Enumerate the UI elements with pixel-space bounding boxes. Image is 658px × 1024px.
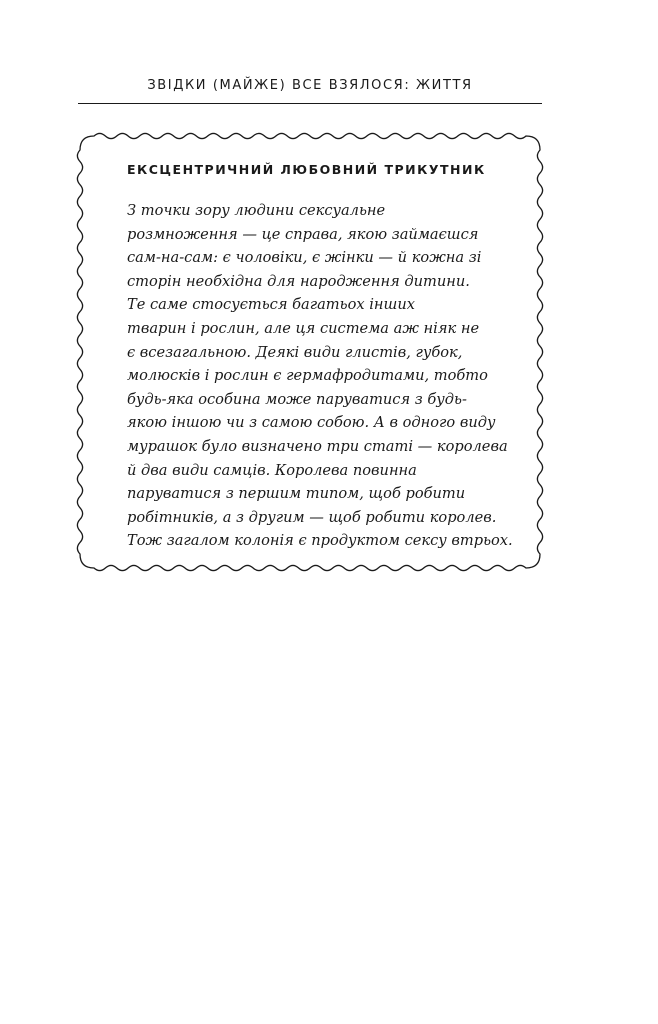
body-line: сторін необхідна для народження дитини. (127, 272, 470, 290)
body-line: сам-на-сам: є чоловіки, є жінки — й кожна зі (127, 249, 482, 267)
body-line: паруватися з першим типом, щоб робити (127, 485, 466, 503)
body-line: розмноження — це справа, якою займаєшся (127, 225, 479, 243)
body-line: мурашок було визначено три статі — королева (127, 437, 508, 455)
body-line: будь-яка особина може паруватися з будь- (127, 390, 467, 408)
body-line: є всезагальною. Деякі види глистів, губок, (127, 343, 463, 361)
body-line: тварин і рослин, але ця система аж ніяк не (127, 319, 480, 337)
body-line: й два види самців. Королева повинна (127, 461, 417, 479)
body-line: якою іншою чи з самою собою. А в одного виду (127, 414, 496, 432)
sidebar-title: ЕКСЦЕНТРИЧНИЙ ЛЮБОВНИЙ ТРИКУТНИК (127, 162, 486, 177)
header-rule (78, 103, 542, 104)
body-line: робітників, а з другим — щоб робити королев. (127, 508, 497, 526)
body-line: З точки зору людини сексуальне (127, 202, 386, 219)
sidebar-body (127, 199, 513, 553)
body-line: Те саме стосується багатьох інших (127, 296, 415, 314)
running-head: ЗВІДКИ (МАЙЖЕ) ВСЕ ВЗЯЛОСЯ: ЖИТТЯ (147, 78, 473, 93)
body-line: молюсків і рослин є гермафродитами, тобто (127, 367, 488, 385)
body-line: Тож загалом колонія є продуктом сексу втрьох. (127, 532, 513, 550)
